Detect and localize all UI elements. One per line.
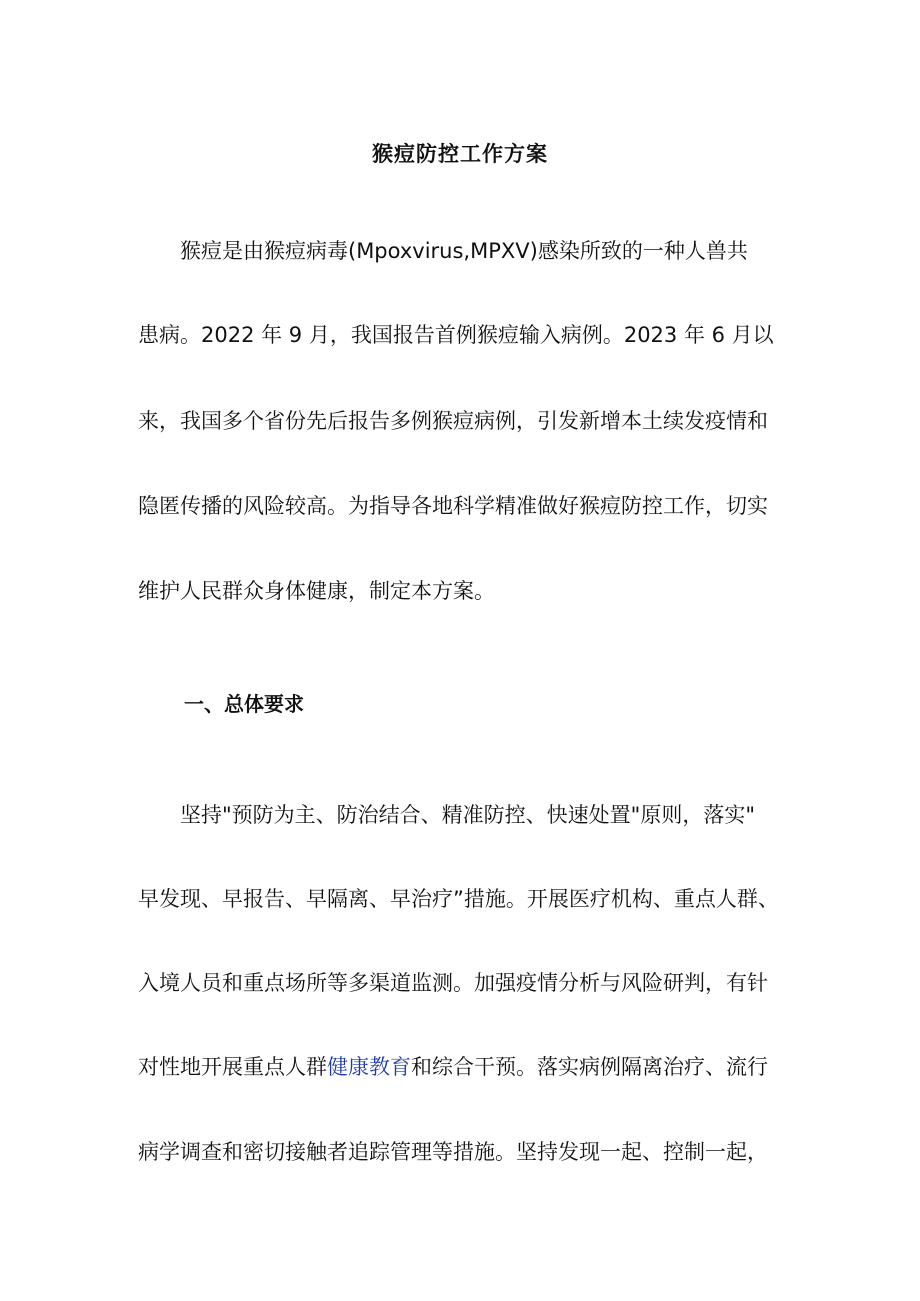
health-education-link[interactable]: 健康教育 xyxy=(327,1055,411,1079)
section1-line-4 xyxy=(138,1052,768,1082)
intro-line-1: 猴痘是由猴痘病毒(Mpoxvirus,MPXV)感染所致的一种人兽共 xyxy=(180,239,748,263)
section1-line-2: 早发现、早报告、早隔离、早治疗”措施。开展医疗机构、重点人群、 xyxy=(138,887,779,911)
section1-line-3: 入境人员和重点场所等多渠道监测。加强疫情分析与风险研判，有针 xyxy=(138,971,768,995)
intro-line-4: 隐匿传播的风险较高。为指导各地科学精准做好猴痘防控工作，切实 xyxy=(138,494,768,518)
section1-line-1: 坚持"预防为主、防治结合、精准防控、快速处置"原则，落实" xyxy=(180,803,755,827)
section1-line-4-text-b: 和综合干预。落实病例隔离治疗、流行 xyxy=(411,1055,768,1079)
section1-line-4-text-a: 对性地开展重点人群 xyxy=(138,1055,327,1079)
section1-line-5: 病学调查和密切接触者追踪管理等措施。坚持发现一起、控制一起， xyxy=(138,1140,768,1164)
intro-line-3: 来，我国多个省份先后报告多例猴痘病例，引发新增本土续发疫情和 xyxy=(138,409,768,433)
intro-line-2: 患病。2022 年 9 月，我国报告首例猴痘输入病例。2023 年 6 月以 xyxy=(138,323,774,347)
intro-line-5: 维护人民群众身体健康，制定本方案。 xyxy=(138,579,495,603)
document-title: 猴痘防控工作方案 xyxy=(372,142,548,166)
section-heading-general-requirements: 一、总体要求 xyxy=(184,692,304,716)
